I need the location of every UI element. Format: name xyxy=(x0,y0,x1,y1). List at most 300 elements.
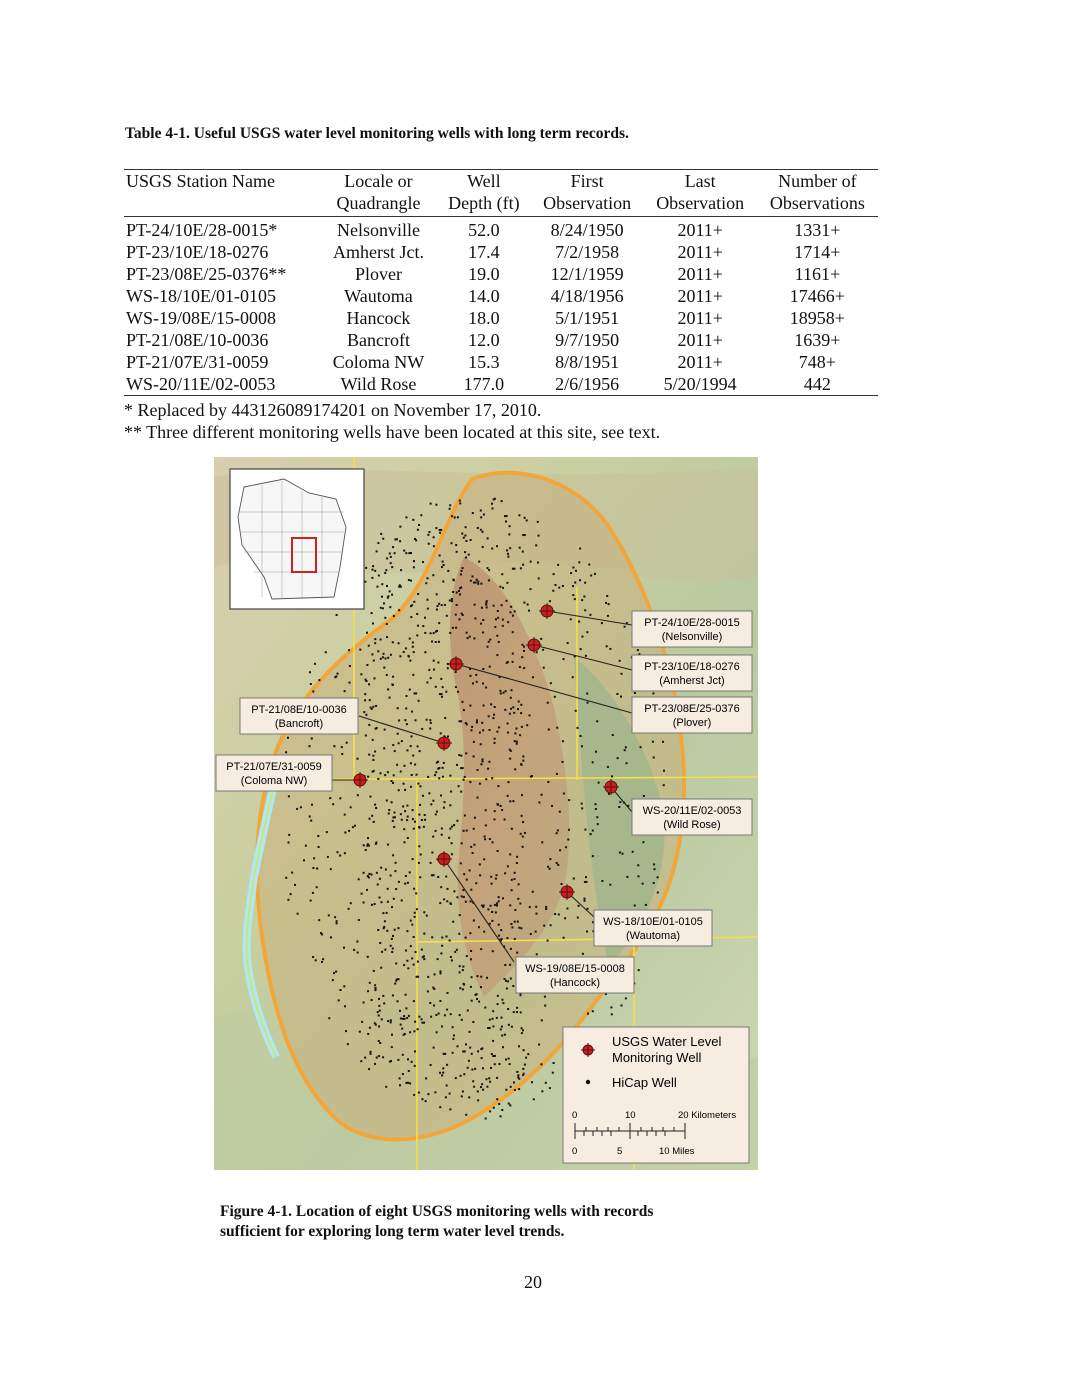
hicap-well-dot xyxy=(450,791,452,793)
hicap-well-dot xyxy=(595,751,597,753)
hicap-well-dot xyxy=(397,1000,399,1002)
hicap-well-dot xyxy=(553,573,555,575)
hicap-well-dot xyxy=(587,908,589,910)
hicap-well-dot xyxy=(409,1082,411,1084)
hicap-well-dot xyxy=(371,815,373,817)
hicap-well-dot xyxy=(482,683,484,685)
hicap-well-dot xyxy=(504,1034,506,1036)
hicap-well-dot xyxy=(440,678,442,680)
hicap-well-dot xyxy=(343,985,345,987)
hicap-well-dot xyxy=(550,682,552,684)
hicap-well-dot xyxy=(330,868,332,870)
svg-text:0: 0 xyxy=(572,1110,578,1121)
hicap-well-dot xyxy=(470,950,472,952)
hicap-well-dot xyxy=(385,658,387,660)
hicap-well-dot xyxy=(507,621,509,623)
hicap-well-dot xyxy=(547,866,549,868)
hicap-well-dot xyxy=(398,789,400,791)
hicap-well-dot xyxy=(586,931,588,933)
hicap-well-dot xyxy=(340,989,342,991)
header-station: USGS Station Name xyxy=(124,170,320,217)
hicap-well-dot xyxy=(412,674,414,676)
hicap-well-dot xyxy=(464,815,466,817)
hicap-well-dot xyxy=(368,645,370,647)
hicap-well-dot xyxy=(309,671,311,673)
hicap-well-dot xyxy=(404,765,406,767)
hicap-well-dot xyxy=(347,1043,349,1045)
hicap-well-dot xyxy=(541,841,543,843)
hicap-well-dot xyxy=(502,619,504,621)
hicap-well-dot xyxy=(462,701,464,703)
hicap-well-dot xyxy=(478,561,480,563)
hicap-well-dot xyxy=(611,1013,613,1015)
svg-text:10: 10 xyxy=(625,1110,636,1121)
hicap-well-dot xyxy=(523,646,525,648)
hicap-well-dot xyxy=(379,1010,381,1012)
hicap-well-dot xyxy=(568,829,570,831)
hicap-well-dot xyxy=(442,561,444,563)
hicap-well-dot xyxy=(530,561,532,563)
hicap-well-dot xyxy=(537,562,539,564)
hicap-well-dot xyxy=(374,903,376,905)
hicap-well-dot xyxy=(472,852,474,854)
hicap-well-dot xyxy=(429,719,431,721)
hicap-well-dot xyxy=(368,1068,370,1070)
hicap-well-dot xyxy=(532,676,534,678)
hicap-well-dot xyxy=(465,1114,467,1116)
hicap-well-dot xyxy=(404,810,406,812)
hicap-well-dot xyxy=(361,893,363,895)
hicap-well-dot xyxy=(414,916,416,918)
hicap-well-dot xyxy=(410,762,412,764)
hicap-well-dot xyxy=(327,856,329,858)
hicap-well-dot xyxy=(395,963,397,965)
hicap-well-dot xyxy=(479,732,481,734)
hicap-well-dot xyxy=(492,1040,494,1042)
header-depth: Well Depth (ft) xyxy=(437,170,531,217)
hicap-well-dot xyxy=(386,912,388,914)
table-caption: Table 4-1. Useful USGS water level monitoring wells with long term records. xyxy=(125,125,629,142)
hicap-well-dot xyxy=(492,950,494,952)
hicap-well-dot xyxy=(473,582,475,584)
hicap-well-dot xyxy=(375,807,377,809)
hicap-well-dot xyxy=(498,641,500,643)
hicap-well-dot xyxy=(443,898,445,900)
hicap-well-dot xyxy=(414,1065,416,1067)
hicap-well-dot xyxy=(584,829,586,831)
hicap-well-dot xyxy=(459,618,461,620)
hicap-well-dot xyxy=(422,1098,424,1100)
hicap-well-dot xyxy=(449,1093,451,1095)
hicap-well-dot xyxy=(335,971,337,973)
hicap-well-dot xyxy=(316,886,318,888)
hicap-well-dot xyxy=(479,874,481,876)
hicap-well-dot xyxy=(601,880,603,882)
hicap-well-dot xyxy=(435,631,437,633)
hicap-well-dot xyxy=(522,644,524,646)
hicap-well-dot xyxy=(473,828,475,830)
hicap-well-dot xyxy=(579,548,581,550)
hicap-well-dot xyxy=(516,1011,518,1013)
hicap-well-dot xyxy=(428,669,430,671)
hicap-well-dot xyxy=(532,891,534,893)
hicap-well-dot xyxy=(473,755,475,757)
hicap-well-dot xyxy=(452,627,454,629)
hicap-well-dot xyxy=(445,876,447,878)
hicap-well-dot xyxy=(625,746,627,748)
svg-text:10 Miles: 10 Miles xyxy=(659,1146,695,1157)
hicap-well-dot xyxy=(592,1010,594,1012)
hicap-well-dot xyxy=(509,964,511,966)
hicap-well-dot xyxy=(507,723,509,725)
hicap-well-dot xyxy=(475,674,477,676)
hicap-well-dot xyxy=(483,514,485,516)
svg-text:WS-19/08E/15-0008: WS-19/08E/15-0008 xyxy=(525,963,625,975)
hicap-well-dot xyxy=(500,1115,502,1117)
hicap-well-dot xyxy=(514,872,516,874)
hicap-well-dot xyxy=(505,521,507,523)
hicap-well-dot xyxy=(508,1058,510,1060)
hicap-well-dot xyxy=(482,632,484,634)
hicap-well-dot xyxy=(372,565,374,567)
hicap-well-dot xyxy=(382,656,384,658)
hicap-well-dot xyxy=(394,552,396,554)
hicap-well-dot xyxy=(378,1040,380,1042)
hicap-well-dot xyxy=(494,904,496,906)
hicap-well-dot xyxy=(409,689,411,691)
hicap-well-dot xyxy=(373,770,375,772)
svg-text:WS-20/11E/02-0053: WS-20/11E/02-0053 xyxy=(642,805,742,817)
hicap-well-dot xyxy=(500,805,502,807)
hicap-well-dot xyxy=(494,1055,496,1057)
hicap-well-dot xyxy=(495,911,497,913)
hicap-well-dot xyxy=(487,567,489,569)
hicap-well-dot xyxy=(374,570,376,572)
hicap-well-dot xyxy=(430,862,432,864)
hicap-well-dot xyxy=(345,1030,347,1032)
hicap-well-dot xyxy=(380,639,382,641)
hicap-well-dot xyxy=(440,529,442,531)
hicap-well-dot xyxy=(375,843,377,845)
hicap-well-dot xyxy=(290,893,292,895)
hicap-well-dot xyxy=(455,614,457,616)
hicap-well-dot xyxy=(380,658,382,660)
hicap-well-dot xyxy=(598,782,600,784)
hicap-well-dot xyxy=(516,741,518,743)
hicap-well-dot xyxy=(391,566,393,568)
hicap-well-dot xyxy=(417,593,419,595)
hicap-well-dot xyxy=(537,521,539,523)
hicap-well-dot xyxy=(433,545,435,547)
hicap-well-dot xyxy=(392,816,394,818)
hicap-well-dot xyxy=(582,953,584,955)
svg-text:USGS Water Level: USGS Water Level xyxy=(612,1034,722,1049)
hicap-well-dot xyxy=(354,825,356,827)
hicap-well-dot xyxy=(501,809,503,811)
hicap-well-dot xyxy=(535,544,537,546)
hicap-well-dot xyxy=(531,1081,533,1083)
hicap-well-dot xyxy=(514,740,516,742)
hicap-well-dot xyxy=(487,1027,489,1029)
hicap-well-dot xyxy=(445,691,447,693)
hicap-well-dot xyxy=(531,775,533,777)
hicap-well-dot xyxy=(552,1072,554,1074)
hicap-well-dot xyxy=(287,899,289,901)
hicap-well-dot xyxy=(387,657,389,659)
hicap-well-dot xyxy=(392,994,394,996)
hicap-well-dot xyxy=(480,986,482,988)
hicap-well-dot xyxy=(530,933,532,935)
hicap-well-dot xyxy=(494,742,496,744)
hicap-well-dot xyxy=(409,660,411,662)
hicap-well-dot xyxy=(609,884,611,886)
hicap-well-dot xyxy=(384,949,386,951)
hicap-well-dot xyxy=(523,1049,525,1051)
hicap-well-dot xyxy=(430,677,432,679)
hicap-well-dot xyxy=(601,622,603,624)
hicap-well-dot xyxy=(508,533,510,535)
hicap-well-dot xyxy=(397,733,399,735)
hicap-well-dot xyxy=(376,872,378,874)
hicap-well-dot xyxy=(521,794,523,796)
hicap-well-dot xyxy=(491,503,493,505)
hicap-well-dot xyxy=(427,776,429,778)
hicap-well-dot xyxy=(432,800,434,802)
hicap-well-dot xyxy=(388,809,390,811)
hicap-well-dot xyxy=(459,965,461,967)
hicap-well-dot xyxy=(451,542,453,544)
hicap-well-dot xyxy=(634,905,636,907)
page-number: 20 xyxy=(524,1272,542,1292)
hicap-well-dot xyxy=(488,579,490,581)
hicap-well-dot xyxy=(642,883,644,885)
hicap-well-dot xyxy=(619,801,621,803)
hicap-well-dot xyxy=(410,605,412,607)
hicap-well-dot xyxy=(348,908,350,910)
hicap-well-dot xyxy=(558,914,560,916)
hicap-well-dot xyxy=(595,808,597,810)
hicap-well-dot xyxy=(387,771,389,773)
hicap-well-dot xyxy=(344,1005,346,1007)
hicap-well-dot xyxy=(638,969,640,971)
hicap-well-dot xyxy=(516,1071,518,1073)
hicap-well-dot xyxy=(494,626,496,628)
hicap-well-dot xyxy=(425,582,427,584)
hicap-well-dot xyxy=(496,545,498,547)
hicap-well-dot xyxy=(514,909,516,911)
hicap-well-dot xyxy=(494,738,496,740)
hicap-well-dot xyxy=(380,772,382,774)
hicap-well-dot xyxy=(433,632,435,634)
hicap-well-dot xyxy=(466,879,468,881)
hicap-well-dot xyxy=(366,889,368,891)
hicap-well-dot xyxy=(291,872,293,874)
svg-text:HiCap Well: HiCap Well xyxy=(612,1075,677,1090)
hicap-well-dot xyxy=(383,747,385,749)
hicap-well-dot xyxy=(533,1098,535,1100)
hicap-well-dot xyxy=(517,1074,519,1076)
hicap-well-dot xyxy=(449,508,451,510)
hicap-well-dot xyxy=(392,854,394,856)
hicap-well-dot xyxy=(483,931,485,933)
hicap-well-dot xyxy=(419,804,421,806)
hicap-well-dot xyxy=(318,846,320,848)
hicap-well-dot xyxy=(485,687,487,689)
hicap-well-dot xyxy=(501,1017,503,1019)
hicap-well-dot xyxy=(471,726,473,728)
hicap-well-dot xyxy=(385,869,387,871)
hicap-well-dot xyxy=(374,1022,376,1024)
hicap-well-dot xyxy=(418,1092,420,1094)
hicap-well-dot xyxy=(501,573,503,575)
hicap-well-dot xyxy=(578,561,580,563)
hicap-well-dot xyxy=(371,874,373,876)
hicap-well-dot xyxy=(441,1074,443,1076)
hicap-well-dot xyxy=(377,884,379,886)
hicap-well-dot xyxy=(398,720,400,722)
hicap-well-dot xyxy=(500,929,502,931)
hicap-well-dot xyxy=(296,808,298,810)
hicap-well-dot xyxy=(435,1014,437,1016)
hicap-well-dot xyxy=(413,601,415,603)
hicap-well-dot xyxy=(477,769,479,771)
hicap-well-dot xyxy=(513,712,515,714)
hicap-well-dot xyxy=(501,1026,503,1028)
hicap-well-dot xyxy=(535,931,537,933)
hicap-well-dot xyxy=(417,1028,419,1030)
hicap-well-dot xyxy=(440,732,442,734)
svg-text:(Nelsonville): (Nelsonville) xyxy=(661,631,723,643)
hicap-well-dot xyxy=(465,937,467,939)
table-row: WS-20/11E/02-0053 Wild Rose 177.0 2/6/1956 5/20/1994 442 xyxy=(124,373,878,396)
hicap-well-dot xyxy=(435,641,437,643)
hicap-well-dot xyxy=(652,741,654,743)
hicap-well-dot xyxy=(654,868,656,870)
hicap-well-dot xyxy=(434,1091,436,1093)
hicap-well-dot xyxy=(420,854,422,856)
hicap-well-dot xyxy=(502,625,504,627)
hicap-well-dot xyxy=(406,695,408,697)
hicap-well-dot xyxy=(422,625,424,627)
hicap-well-dot xyxy=(573,878,575,880)
hicap-well-dot xyxy=(403,828,405,830)
hicap-well-dot xyxy=(446,1064,448,1066)
hicap-well-dot xyxy=(285,877,287,879)
hicap-well-dot xyxy=(483,858,485,860)
hicap-well-dot xyxy=(392,782,394,784)
hicap-well-dot xyxy=(420,785,422,787)
hicap-well-dot xyxy=(559,811,561,813)
hicap-well-dot xyxy=(413,828,415,830)
hicap-well-dot xyxy=(391,951,393,953)
hicap-well-dot xyxy=(423,911,425,913)
hicap-well-dot xyxy=(387,1020,389,1022)
hicap-well-dot xyxy=(498,935,500,937)
hicap-well-dot xyxy=(543,925,545,927)
hicap-well-dot xyxy=(348,830,350,832)
hicap-well-dot xyxy=(321,961,323,963)
well-label-nelsonville xyxy=(632,611,752,647)
hicap-well-dot xyxy=(452,1026,454,1028)
hicap-well-dot xyxy=(378,1015,380,1017)
hicap-well-dot xyxy=(437,605,439,607)
table-row: PT-21/08E/10-0036 Bancroft 12.0 9/7/1950 2011+ 1639+ xyxy=(126,330,841,350)
hicap-well-dot xyxy=(421,728,423,730)
hicap-well-dot xyxy=(584,881,586,883)
hicap-well-dot xyxy=(336,922,338,924)
hicap-well-dot xyxy=(371,612,373,614)
hicap-well-dot xyxy=(584,609,586,611)
hicap-well-dot xyxy=(401,740,403,742)
hicap-well-dot xyxy=(326,831,328,833)
hicap-well-dot xyxy=(508,781,510,783)
hicap-well-dot xyxy=(516,856,518,858)
hicap-well-dot xyxy=(514,921,516,923)
hicap-well-dot xyxy=(365,679,367,681)
hicap-well-dot xyxy=(390,875,392,877)
hicap-well-dot xyxy=(386,636,388,638)
hicap-well-dot xyxy=(397,707,399,709)
hicap-well-dot xyxy=(406,723,408,725)
hicap-well-dot xyxy=(489,1019,491,1021)
hicap-well-dot xyxy=(510,948,512,950)
hicap-well-dot xyxy=(516,1007,518,1009)
hicap-well-dot xyxy=(447,992,449,994)
hicap-well-dot xyxy=(520,567,522,569)
hicap-well-dot xyxy=(312,867,314,869)
hicap-well-dot xyxy=(449,632,451,634)
hicap-well-dot xyxy=(427,599,429,601)
hicap-well-dot xyxy=(408,1015,410,1017)
hicap-well-dot xyxy=(492,1018,494,1020)
hicap-well-dot xyxy=(520,994,522,996)
hicap-well-dot xyxy=(497,804,499,806)
hicap-well-dot xyxy=(367,956,369,958)
hicap-well-dot xyxy=(315,959,317,961)
hicap-well-dot xyxy=(549,600,551,602)
hicap-well-dot xyxy=(572,676,574,678)
hicap-well-dot xyxy=(364,699,366,701)
hicap-well-dot xyxy=(509,758,511,760)
hicap-well-dot xyxy=(517,921,519,923)
hicap-well-dot xyxy=(287,737,289,739)
hicap-well-dot xyxy=(433,1047,435,1049)
hicap-well-dot xyxy=(325,651,327,653)
hicap-well-dot xyxy=(412,818,414,820)
hicap-well-dot xyxy=(486,977,488,979)
hicap-well-dot xyxy=(413,1094,415,1096)
hicap-well-dot xyxy=(497,610,499,612)
hicap-well-dot xyxy=(383,1002,385,1004)
hicap-well-dot xyxy=(433,669,435,671)
hicap-well-dot xyxy=(469,1031,471,1033)
hicap-well-dot xyxy=(425,1077,427,1079)
hicap-well-dot xyxy=(438,641,440,643)
hicap-well-dot xyxy=(580,735,582,737)
hicap-well-dot xyxy=(417,783,419,785)
hicap-well-dot xyxy=(374,642,376,644)
hicap-well-dot xyxy=(394,812,396,814)
hicap-well-dot xyxy=(437,876,439,878)
hicap-well-dot xyxy=(505,1089,507,1091)
hicap-well-dot xyxy=(389,553,391,555)
hicap-well-dot xyxy=(470,846,472,848)
hicap-well-dot xyxy=(387,688,389,690)
hicap-well-dot xyxy=(463,896,465,898)
hicap-well-dot xyxy=(467,1010,469,1012)
hicap-well-dot xyxy=(621,1005,623,1007)
hicap-well-dot xyxy=(463,873,465,875)
